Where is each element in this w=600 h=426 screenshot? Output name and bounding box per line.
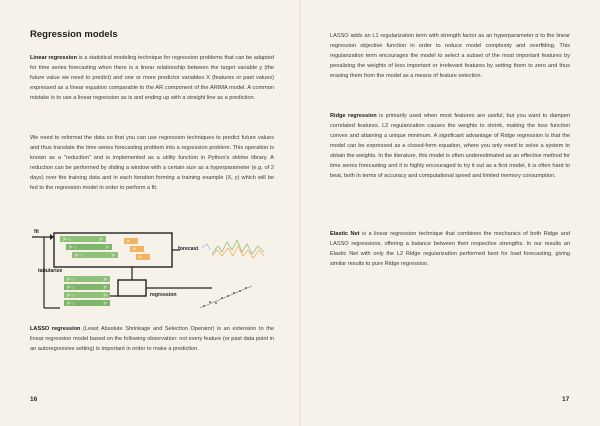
lasso-continuation-paragraph: LASSO adds an L1 regularization term with strength factor as an hyperparameter α to the linear regression objective function in order to reduce model complexity and overfitting. This regularization term encourages the model to select a subset of the most important features by penalizing the weights of less important or irrelevant features by setting them to zero and thus erasing them from the model as a means of feature selection. [330,33,570,79]
lasso-regression-text: (Least Absolute Shrinkage and Selection Operator) is an extension to the linear regression model based on the following observation: not every feature (or past data point in an autoregressive setting) is important in order to make a prediction. [30,326,274,352]
right-page [300,0,600,426]
linear-regression-text: is a statistical modeling technique for regression problems that can be adapted for time series forecasting when there is a linear relationship between the target variable y (the future value we need to predict) and one or more predictor variables X (features or past values) expressed as a linear equation comparable to the AR component of the ARIMA model. A common mistake is to use a linear regression as is and ending up with a straight line as a prediction. [30,55,274,101]
forecast-cell: yₜ [130,246,144,252]
reduction-paragraph: We need to reformat the data so that you can use regression techniques to predict future values and thus translate the time series forecasting problem into a regression problem. This operation is known as a "reduction" and is implemented as a utility function in Python's sktime library. A reduction can be performed by sliding a window with a certain size as a hyperparameter (e.g. of 2 days) over the training data and in each iteration forming a training example (X, y) which will be fed to the regression model in order to perform a fit. [30,135,274,191]
train-row: yₜ₋₂ yₜ [72,252,118,258]
forecast-cell: yₜ [124,238,138,244]
ridge-regression-paragraph [330,111,570,181]
table-row: yₜ₋₂ yₜ [64,300,110,306]
linear-regression-term: Linear regression [30,55,78,61]
table-row: yₜ₋₂ yₜ [64,284,110,290]
page-number-right: 17 [562,396,570,403]
train-row: yₜ₋₂ yₜ [66,244,112,250]
regression-label: regression [150,292,177,298]
page-number-left: 16 [30,396,38,403]
tabularize-label: tabularize [38,268,63,274]
fit-label: fit [34,229,39,235]
elastic-net-paragraph [330,229,570,269]
forecast-label: forecast [178,246,199,252]
elastic-net-text: is a linear regression technique that combines the mechanics of both Ridge and LASSO regressions, offering a balance between their respective strengths. In our results an Elastic Net with only the L2 Ridge regularization performed best for load forecasting, giving similar results to pure Ridge regression. [330,231,570,267]
page-title: Regression models [30,29,118,40]
ridge-regression-term: Ridge regression [330,113,377,119]
table-row: yₜ₋₂ yₜ [64,292,110,298]
elastic-net-term: Elastic Net [330,231,360,237]
lasso-regression-term: LASSO regression [30,326,81,332]
reduction-diagram [32,230,268,318]
ridge-regression-text: is primarily used when most features are useful, but you want to dampen correlated features. L2 regularization causes the weights to shrink, making the loss function convex and attaining a unique minimum. A significant advantage of Ridge regression is that the model can be expressed as a closed-form equation, where you only need to solve a system to obtain the weights. In the literature, this model is often underestimated as an effective method for time series forecasting and it is highly encouraged to try it out as a first model, it is often hard to beat, both in terms of accuracy and computational speed and limited memory consumption. [330,113,570,179]
forecast-cell: yₜ [136,254,150,260]
linear-regression-paragraph [30,53,274,103]
table-row: yₜ₋₂ yₜ [64,276,110,282]
train-row: yₜ₋₂ yₜ [60,236,106,242]
lasso-regression-paragraph [30,324,274,354]
